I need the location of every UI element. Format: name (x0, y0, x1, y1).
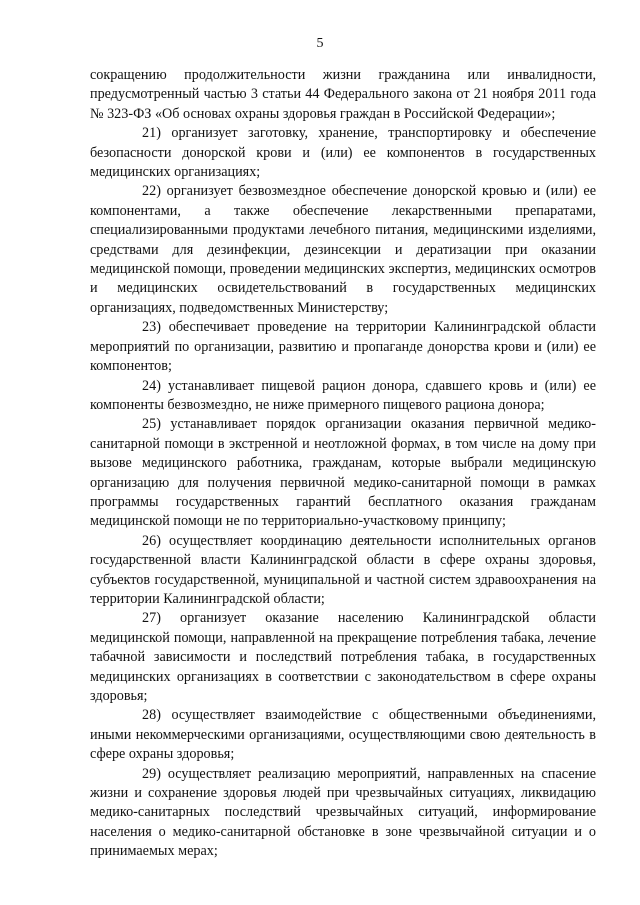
page-number: 5 (316, 36, 324, 51)
paragraph-item-26: 26) осуществляет координацию деятельности исполнительных органов государственной власти Калининградской области в сфере охраны здоровья, субъектов государственной, муниципальной и частной систем здравоохранения на территории Калининградской области; (90, 532, 596, 607)
paragraph-item-22: 22) организует безвозмездное обеспечение донорской кровью и (или) ее компонентами, а также обеспечение лекарственными препаратами, специализированными продуктами лечебного питания, медицинскими изделиями, средствами для дезинфекции, дезинсекции и дератизации при оказании медицинской помощи, проведении медицинских экспертиз, медицинских осмотров и медицинских освидетельствований в государственных медицинских организациях, подведомственных Министерству; (90, 183, 596, 316)
paragraph-item-28: 28) осуществляет взаимодействие с общественными объединениями, иными некоммерческими организациями, осуществляющими свою деятельность в сфере охраны здоровья; (90, 707, 596, 763)
paragraph-item-24: 24) устанавливает пищевой рацион донора, сдавшего кровь и (или) ее компоненты безвозмездно, не ниже примерного пищевого рациона донора; (90, 377, 596, 413)
paragraph-item-21: 21) организует заготовку, хранение, транспортировку и обеспечение безопасности донорской крови и (или) ее компонентов в государственных медицинских организациях; (90, 125, 596, 181)
paragraph-item-27: 27) организует оказание населению Калининградской области медицинской помощи, направленной на прекращение потребления табака, лечение табачной зависимости и последствий потребления табака, в государственных медицинских организациях в соответствии с законодательством в сфере охраны здоровья; (90, 610, 596, 704)
paragraph-item-29: 29) осуществляет реализацию мероприятий, направленных на спасение жизни и сохранение здоровья людей при чрезвычайных ситуациях, ликвидацию медико-санитарных последствий чрезвычайных ситуаций, информирование населения о медико-санитарной обстановке в зоне чрезвычайной ситуации и о принимаемых мерах; (90, 765, 596, 860)
document-body (90, 66, 596, 862)
paragraph-item-25: 25) устанавливает порядок организации оказания первичной медико-санитарной помощи в экстренной и неотложной формах, в том числе на дому при вызове медицинского работника, гражданам, которые выбрали медицинскую организацию для получения первичной медико-санитарной помощи в рамках программы государственных гарантий бесплатного оказания гражданам медицинской помощи не по территориально-участковому принципу; (90, 416, 596, 530)
paragraph-continuation: сокращению продолжительности жизни гражданина или инвалидности, предусмотренный частью 3 статьи 44 Федерального закона от 21 ноября 2011 года № 323-ФЗ «Об основах охраны здоровья граждан в Российской Федерации»; (90, 67, 596, 122)
paragraph-item-23: 23) обеспечивает проведение на территории Калининградской области мероприятий по организации, развитию и пропаганде донорства крови и (или) ее компонентов; (90, 319, 596, 375)
